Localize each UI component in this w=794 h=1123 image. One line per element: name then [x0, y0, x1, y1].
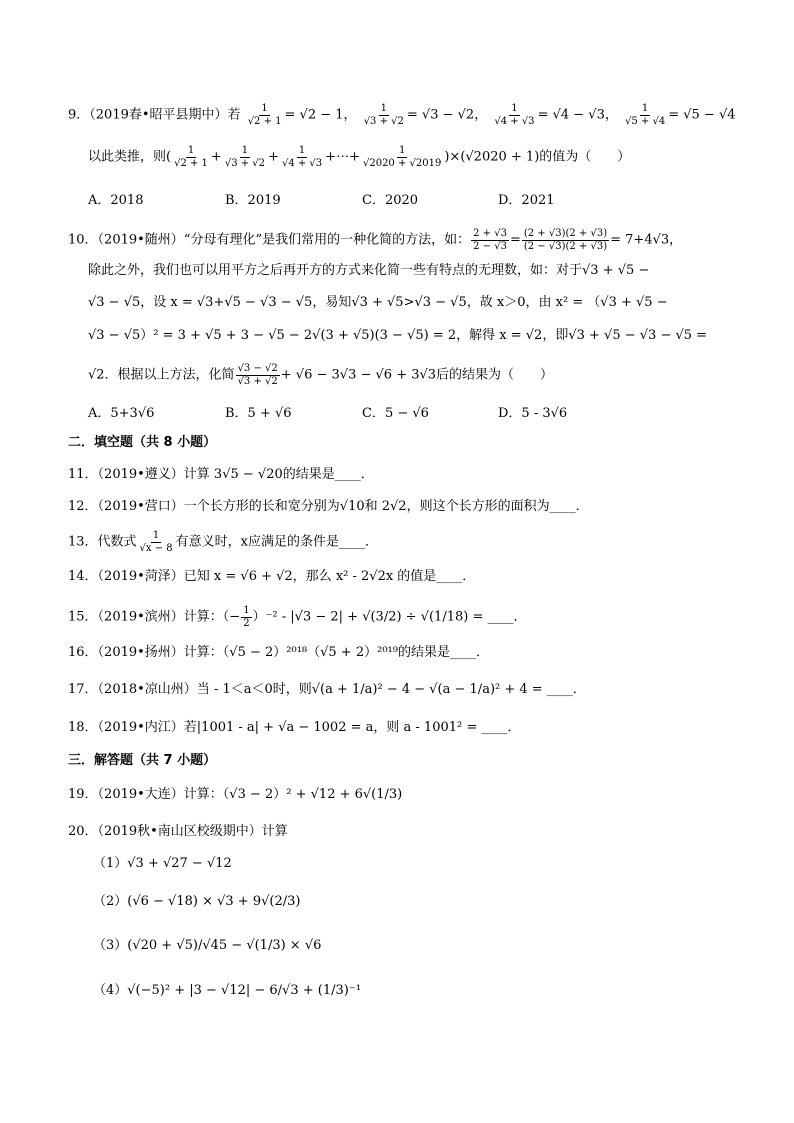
q9-sum-frac-3: [280, 145, 324, 169]
q9-option-b: B．2019: [225, 193, 281, 208]
q10-line4: √3 − √5）² = 3 + √5 + 3 − √5 − 2√(3 + √5)(3 − √5) = 2，解得 x = √2，即√3 + √5 − √3 − √5 =: [88, 328, 708, 343]
frac-denominator: √5 + √4: [625, 115, 666, 127]
q9-dots: +⋯+: [325, 149, 360, 165]
frac-numerator: 1: [641, 103, 649, 114]
frac-denominator: √3 + √2: [224, 157, 266, 169]
q10-frac-3: [236, 363, 280, 387]
q18: 18．（2019•内江）若|1001 - a| + √a − 1002 = a，则 a - 1001² = ____．: [68, 720, 521, 735]
q10-line1: 10．（2019•随州）“分母有理化”是我们常用的一种化简的方法，如： $\frac{2 + √3}{2 - √3}$ = $\frac{(2 + √3)(2 + √3)}{(2 - √3)(2 + √3)}$ = 7+4√3，: [68, 228, 683, 252]
frac-denominator: √4 + √3: [494, 115, 535, 127]
q9-frac-3: [492, 103, 536, 127]
q9-frac-1: [246, 103, 284, 127]
frac-numerator: 1: [298, 145, 306, 156]
q9-frac-4: [623, 103, 667, 127]
q9-line1: [68, 103, 736, 127]
frac-numerator: √3 − √2: [237, 363, 278, 374]
frac-numerator: 1: [261, 103, 268, 114]
q15: [68, 605, 526, 629]
q13: [68, 530, 378, 554]
q10-option-d: D．5 - 3√6: [498, 406, 568, 421]
q9-sum-frac-last: [361, 145, 443, 169]
q10-intro: （2019•随州）“分母有理化”是我们常用的一种化简的方法，如：: [97, 232, 471, 248]
q16: 16．（2019•扬州）计算：（√5 − 2）²⁰¹⁸（√5 + 2）²⁰¹⁹的结果是____．: [68, 645, 489, 660]
q9-frac-2: [362, 103, 406, 127]
q9-eq2: = √3 − √2，: [406, 107, 488, 123]
q9-eq1: = √2 − 1，: [284, 107, 357, 123]
q13-start: 13．代数式: [68, 534, 137, 550]
q10-option-a: A．5+3√6: [88, 406, 155, 421]
q10-line5: [88, 363, 553, 387]
q20-part2: （2）(√6 − √18) × √3 + 9√(2/3): [93, 894, 301, 909]
frac-denominator: 2: [243, 617, 250, 629]
q20-part4: （4）√(−5)² + |3 − √12| − 6/√3 + (1/3)⁻¹: [93, 983, 361, 998]
q9-sum-frac-1: [172, 145, 210, 169]
q9-sum-frac-2: [223, 145, 267, 169]
q10-number: 10．: [68, 232, 98, 248]
frac-denominator: (2 − √3)(2 + √3): [523, 240, 608, 252]
q9-line2: 以此类推，则( $\frac{1}{√2 + 1}$ + $\frac{1}{√3 + √2}$ + $\frac{1}{√4 + √3}$ +⋯+ $\frac{1}{√2020 + √2019}$ )×(√2020 + 1)的值为（ ）: [88, 145, 631, 169]
q9-eq4: = √5 − √4: [668, 107, 736, 123]
frac-denominator: 2 − √3: [473, 240, 507, 252]
q12: 12．（2019•营口）一个长方形的长和宽分别为√10和 2√2，则这个长方形的面积为____．: [68, 499, 589, 514]
q9-option-c: C．2020: [362, 193, 419, 208]
q15-frac: [241, 605, 251, 629]
frac-denominator: √x − 8: [139, 542, 173, 554]
q20-title: 20．（2019秋•南山区校级期中）计算: [68, 824, 288, 839]
frac-numerator: 1: [152, 530, 160, 541]
q9-eq3: = √4 − √3，: [537, 107, 618, 123]
frac-numerator: 1: [398, 145, 406, 156]
frac-numerator: 1: [187, 145, 195, 156]
section-heading-fill-in: 二．填空题（共 8 小题）: [68, 435, 217, 450]
frac-numerator: 1: [241, 145, 249, 156]
frac-denominator: √2 + 1: [174, 157, 208, 169]
q14: 14．（2019•菏泽）已知 x = √6 + √2，那么 x² - 2√2x 的值是____．: [68, 569, 476, 584]
q10-line2: 除此之外，我们也可以用平方之后再开方的方式来化简一些有特点的无理数，如：对于√3 + √5 −: [88, 263, 650, 278]
q10-option-b: B．5 + √6: [225, 406, 292, 421]
q9-number: 9．: [68, 107, 90, 123]
q11: 11．（2019•遵义）计算 3√5 − √20的结果是____．: [68, 467, 374, 482]
q10-line1-end: = 7+4√3，: [610, 232, 683, 248]
frac-numerator: 2 + √3: [473, 228, 507, 239]
q20-part3: （3）(√20 + √5)/√45 − √(1/3) × √6: [93, 938, 322, 953]
frac-denominator: √2 + 1: [247, 115, 282, 127]
q10-line5-start: √2．根据以上方法，化简: [88, 367, 235, 383]
q10-line3: √3 − √5，设 x = √3+√5 − √3 − √5，易知√3 + √5>√3 − √5，故 x＞0，由 x² = （√3 + √5 −: [88, 295, 668, 310]
frac-numerator: 1: [243, 605, 250, 616]
q9-line2-end: )×(√2020 + 1)的值为（ ）: [444, 149, 631, 165]
q19: 19．（2019•大连）计算：（√3 − 2）² + √12 + 6√(1/3): [68, 787, 403, 802]
q9-source: （2019春•昭平县期中）若: [89, 107, 241, 123]
q13-frac: [138, 530, 175, 554]
q9-option-d: D．2021: [498, 193, 555, 208]
q15-start: 15．（2019•滨州）计算：（−: [68, 609, 241, 625]
q10-option-c: C．5 − √6: [362, 406, 429, 421]
frac-denominator: √4 + √3: [281, 157, 323, 169]
q9-line2-start: 以此类推，则(: [88, 149, 172, 165]
q20-part1: （1）√3 + √27 − √12: [93, 856, 232, 871]
q9-option-a: A．2018: [88, 193, 144, 208]
frac-numerator: 1: [511, 103, 518, 114]
frac-numerator: (2 + √3)(2 + √3): [523, 228, 608, 239]
frac-numerator: 1: [380, 103, 387, 114]
q13-end: 有意义时，x应满足的条件是____．: [175, 534, 379, 550]
frac-denominator: √3 + √2: [237, 375, 278, 387]
q17: 17．（2018•凉山州）当 - 1＜a＜0时，则√(a + 1/a)² − 4 − √(a − 1/a)² + 4 = ____．: [68, 682, 586, 697]
frac-denominator: √2020 + √2019: [362, 157, 442, 169]
q10-line5-end: + √6 − 3√3 − √6 + 3√3后的结果为（ ）: [280, 367, 554, 383]
q15-end: ）⁻² - |√3 − 2| + √(3/2) ÷ √(1/18) = ____．: [252, 609, 527, 625]
q10-frac-2: [522, 228, 609, 252]
frac-denominator: √3 + √2: [363, 115, 404, 127]
q10-frac-1: [471, 228, 509, 252]
section-heading-answer: 三．解答题（共 7 小题）: [68, 753, 217, 768]
